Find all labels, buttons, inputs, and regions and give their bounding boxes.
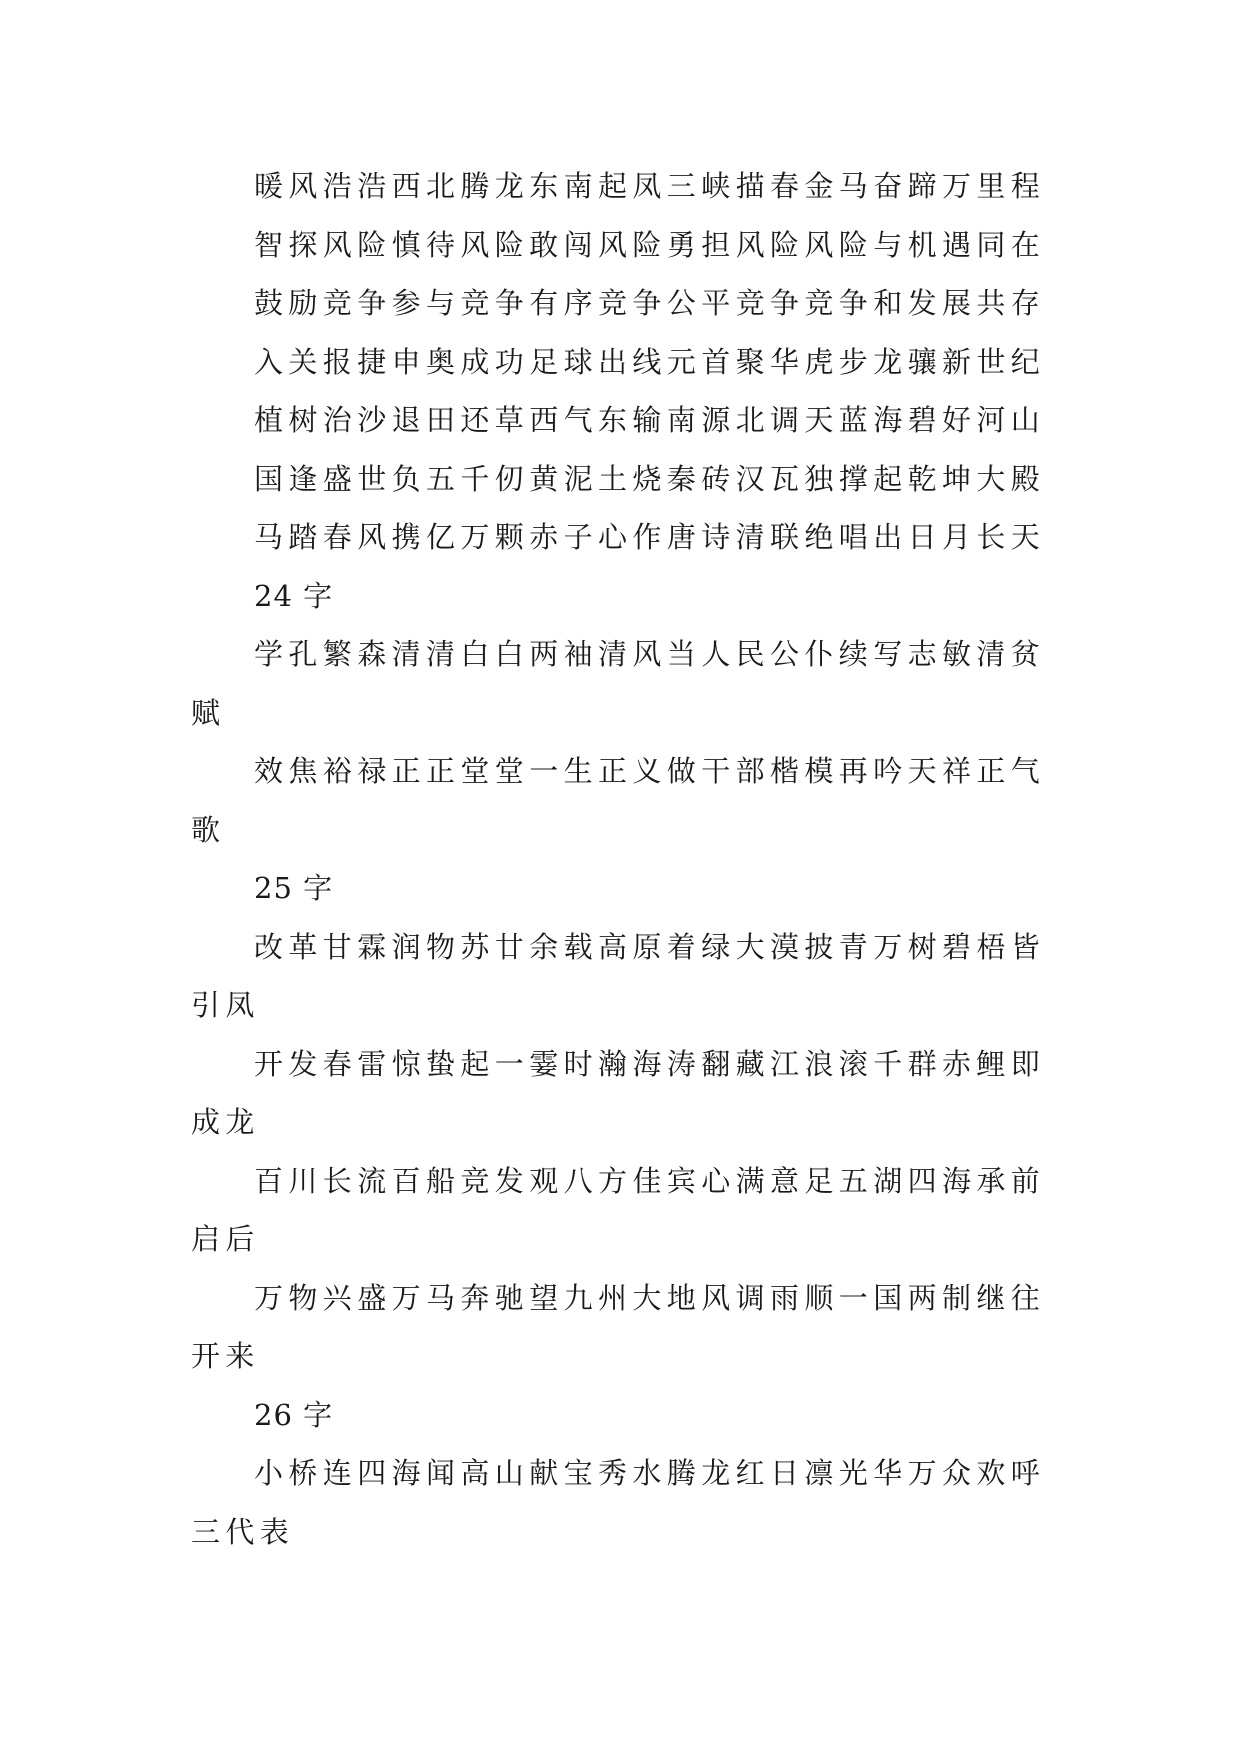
couplet-text-block bbox=[191, 157, 1051, 1561]
text-line: 暖风浩浩西北腾龙东南起凤三峡描春金马奋蹄万里程 bbox=[254, 169, 1046, 203]
section-heading-24: 24 字 bbox=[254, 578, 334, 613]
text-line: 百川长流百船竞发观八方佳宾心满意足五湖四海承前 bbox=[254, 1163, 1046, 1198]
text-line-continuation: 歌 bbox=[191, 812, 226, 847]
text-line: 国逢盛世负五千仞黄泥土烧秦砖汉瓦独撑起乾坤大殿 bbox=[254, 461, 1046, 496]
text-line-continuation: 成龙 bbox=[191, 1105, 260, 1139]
text-line-continuation: 三代表 bbox=[191, 1514, 295, 1549]
text-line: 学孔繁森清清白白两袖清风当人民公仆续写志敏清贫 bbox=[254, 637, 1046, 671]
text-line: 马踏春风携亿万颗赤子心作唐诗清联绝唱出日月长天 bbox=[254, 520, 1046, 554]
text-line-continuation: 赋 bbox=[191, 695, 226, 730]
text-line: 效焦裕禄正正堂堂一生正义做干部楷模再吟天祥正气 bbox=[254, 754, 1046, 788]
text-line: 改革甘霖润物苏廿余载高原着绿大漠披青万树碧梧皆 bbox=[254, 929, 1046, 964]
text-line: 鼓励竞争参与竞争有序竞争公平竞争竞争和发展共存 bbox=[254, 286, 1046, 320]
text-line: 入关报捷申奥成功足球出线元首聚华虎步龙骧新世纪 bbox=[254, 344, 1046, 379]
text-line: 智探风险慎待风险敢闯风险勇担风险风险与机遇同在 bbox=[254, 227, 1046, 262]
text-line: 植树治沙退田还草西气东输南源北调天蓝海碧好河山 bbox=[254, 403, 1046, 437]
section-heading-26: 26 字 bbox=[254, 1397, 334, 1432]
text-line: 小桥连四海闻高山献宝秀水腾龙红日凛光华万众欢呼 bbox=[254, 1456, 1046, 1490]
text-line-continuation: 启后 bbox=[191, 1222, 260, 1256]
text-line-continuation: 开来 bbox=[191, 1339, 260, 1373]
section-heading-25: 25 字 bbox=[254, 871, 334, 905]
text-line: 万物兴盛万马奔驰望九州大地风调雨顺一国两制继往 bbox=[254, 1280, 1046, 1315]
text-line-continuation: 引凤 bbox=[191, 988, 260, 1022]
text-line: 开发春雷惊蛰起一霎时瀚海涛翻藏江浪滚千群赤鲤即 bbox=[254, 1046, 1046, 1081]
